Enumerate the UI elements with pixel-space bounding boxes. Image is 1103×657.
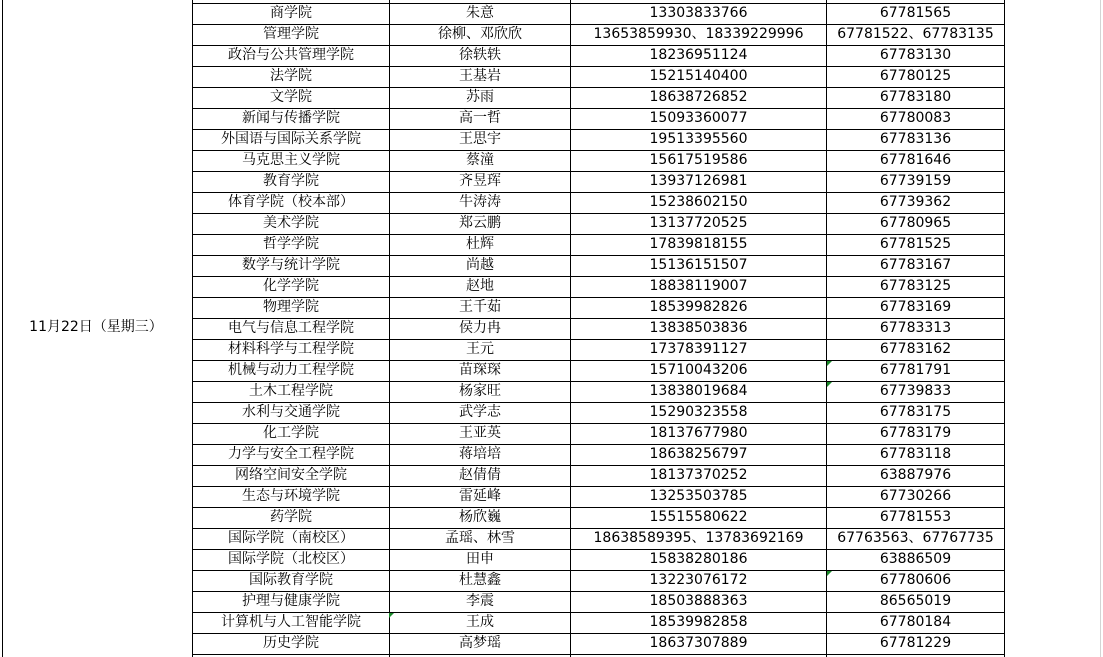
college-cell[interactable]: 外国语与国际关系学院 xyxy=(221,131,361,147)
contact-name-cell[interactable]: 杜辉 xyxy=(466,236,494,252)
mobile-phone-cell[interactable]: 15136151507 xyxy=(649,257,748,273)
mobile-phone-cell[interactable]: 15290323558 xyxy=(649,404,748,420)
table-row xyxy=(0,360,1103,381)
college-cell[interactable]: 电气与信息工程学院 xyxy=(228,320,354,336)
mobile-phone-cell[interactable]: 18638256797 xyxy=(649,446,748,462)
mobile-phone-cell[interactable]: 15238602150 xyxy=(649,194,748,210)
office-phone-cell[interactable]: 67783180 xyxy=(879,89,952,105)
college-cell[interactable]: 力学与安全工程学院 xyxy=(228,446,354,462)
contact-name-cell[interactable]: 王思宇 xyxy=(459,131,501,147)
mobile-phone-cell[interactable]: 15838280186 xyxy=(649,551,748,567)
table-row xyxy=(0,381,1103,402)
office-phone-cell[interactable]: 67783118 xyxy=(879,446,952,462)
contact-name-cell[interactable]: 蔡潼 xyxy=(466,152,494,168)
mobile-phone-cell[interactable]: 18638589395、13783692169 xyxy=(593,530,804,546)
mobile-phone-cell[interactable]: 17378391127 xyxy=(649,341,748,357)
office-phone-cell[interactable]: 67783175 xyxy=(879,404,952,420)
table-row xyxy=(0,549,1103,570)
table-row xyxy=(0,276,1103,297)
office-phone-cell[interactable]: 67780083 xyxy=(879,110,952,126)
office-phone-cell[interactable]: 67783130 xyxy=(879,47,952,63)
office-phone-cell[interactable]: 63886509 xyxy=(879,551,952,567)
contact-name-cell[interactable]: 牛涛涛 xyxy=(459,194,501,210)
college-cell[interactable]: 药学院 xyxy=(270,509,312,525)
mobile-phone-cell[interactable]: 18539982858 xyxy=(649,614,748,630)
contact-name-cell[interactable]: 高梦瑶 xyxy=(459,635,501,651)
table-row xyxy=(0,150,1103,171)
table-row xyxy=(0,591,1103,612)
contact-name-cell[interactable]: 王千茹 xyxy=(459,299,501,315)
table-row xyxy=(0,129,1103,150)
table-row xyxy=(0,444,1103,465)
office-phone-cell[interactable]: 67783125 xyxy=(879,278,952,294)
contact-name-cell[interactable]: 郑云鹏 xyxy=(459,215,501,231)
office-phone-cell[interactable]: 67781229 xyxy=(879,635,952,651)
table-row xyxy=(0,486,1103,507)
college-cell[interactable]: 体育学院（校本部） xyxy=(228,194,354,210)
mobile-phone-cell[interactable]: 18137370252 xyxy=(649,467,748,483)
table-row xyxy=(0,423,1103,444)
table-row xyxy=(0,87,1103,108)
contact-name-cell[interactable]: 尚越 xyxy=(466,257,494,273)
table-row xyxy=(0,612,1103,633)
contact-name-cell[interactable]: 蒋培培 xyxy=(459,446,501,462)
office-phone-cell[interactable]: 67783136 xyxy=(879,131,952,147)
college-cell[interactable]: 化学学院 xyxy=(263,278,319,294)
college-cell[interactable]: 文学院 xyxy=(270,89,312,105)
college-cell[interactable]: 国际学院（南校区） xyxy=(228,530,354,546)
contact-name-cell[interactable]: 徐柳、邓欣欣 xyxy=(438,26,522,42)
row-border xyxy=(192,654,1005,655)
contact-name-cell[interactable]: 高一哲 xyxy=(459,110,501,126)
table-row xyxy=(0,633,1103,654)
office-phone-cell[interactable]: 67780125 xyxy=(879,68,952,84)
mobile-phone-cell[interactable]: 18137677980 xyxy=(649,425,748,441)
college-cell[interactable]: 材料科学与工程学院 xyxy=(228,341,354,357)
contact-name-cell[interactable]: 杜慧鑫 xyxy=(459,572,501,588)
college-cell[interactable]: 计算机与人工智能学院 xyxy=(221,614,361,630)
college-cell[interactable]: 商学院 xyxy=(270,5,312,21)
office-phone-cell[interactable]: 67783179 xyxy=(879,425,952,441)
mobile-phone-cell[interactable]: 13137720525 xyxy=(649,215,748,231)
table-row xyxy=(0,465,1103,486)
college-cell[interactable]: 政治与公共管理学院 xyxy=(228,47,354,63)
mobile-phone-cell[interactable]: 15515580622 xyxy=(649,509,748,525)
college-cell[interactable]: 马克思主义学院 xyxy=(242,152,340,168)
table-row xyxy=(0,66,1103,87)
contact-name-cell[interactable]: 徐轶轶 xyxy=(459,47,501,63)
office-phone-cell[interactable]: 67739362 xyxy=(879,194,952,210)
contact-name-cell[interactable]: 王元 xyxy=(466,341,494,357)
office-phone-cell[interactable]: 67739833 xyxy=(879,383,952,399)
mobile-phone-cell[interactable]: 15093360077 xyxy=(649,110,748,126)
table-row xyxy=(0,3,1103,24)
contact-name-cell[interactable]: 杨欣巍 xyxy=(459,509,501,525)
table-row xyxy=(0,528,1103,549)
college-cell[interactable]: 网络空间安全学院 xyxy=(235,467,347,483)
mobile-phone-cell[interactable]: 13838019684 xyxy=(649,383,748,399)
table-row xyxy=(0,318,1103,339)
college-cell[interactable]: 数学与统计学院 xyxy=(242,257,340,273)
college-cell[interactable]: 水利与交通学院 xyxy=(242,404,340,420)
mobile-phone-cell[interactable]: 18637307889 xyxy=(649,635,748,651)
table-row xyxy=(0,507,1103,528)
table-row xyxy=(0,192,1103,213)
office-phone-cell[interactable]: 67783313 xyxy=(879,320,952,336)
contact-name-cell[interactable]: 李震 xyxy=(466,593,494,609)
office-phone-cell[interactable]: 67780606 xyxy=(879,572,952,588)
college-cell[interactable]: 生态与环境学院 xyxy=(242,488,340,504)
college-cell[interactable]: 土木工程学院 xyxy=(249,383,333,399)
office-phone-cell[interactable]: 67783169 xyxy=(879,299,952,315)
mobile-phone-cell[interactable]: 15710043206 xyxy=(649,362,748,378)
mobile-phone-cell[interactable]: 13223076172 xyxy=(649,572,748,588)
mobile-phone-cell[interactable]: 13838503836 xyxy=(649,320,748,336)
contact-name-cell[interactable]: 赵地 xyxy=(466,278,494,294)
office-phone-cell[interactable]: 67780184 xyxy=(879,614,952,630)
table-row xyxy=(0,171,1103,192)
college-cell[interactable]: 化工学院 xyxy=(263,425,319,441)
mobile-phone-cell[interactable]: 13937126981 xyxy=(649,173,748,189)
office-phone-cell[interactable]: 67781791 xyxy=(879,362,952,378)
college-cell[interactable]: 国际学院（北校区） xyxy=(228,551,354,567)
college-cell[interactable]: 哲学学院 xyxy=(263,236,319,252)
office-phone-cell[interactable]: 67783167 xyxy=(879,257,952,273)
contact-name-cell[interactable]: 武学志 xyxy=(459,404,501,420)
office-phone-cell[interactable]: 67739159 xyxy=(879,173,952,189)
office-phone-cell[interactable]: 86565019 xyxy=(879,593,952,609)
table-row xyxy=(0,234,1103,255)
office-phone-cell[interactable]: 67730266 xyxy=(879,488,952,504)
table-row xyxy=(0,108,1103,129)
office-phone-cell[interactable]: 67781522、67783135 xyxy=(837,26,994,42)
mobile-phone-cell[interactable]: 13653859930、18339229996 xyxy=(593,26,804,42)
office-phone-cell[interactable]: 67781646 xyxy=(879,152,952,168)
date-merged-cell[interactable]: 11月22日（星期三） xyxy=(29,319,163,335)
mobile-phone-cell[interactable]: 13253503785 xyxy=(649,488,748,504)
college-cell[interactable]: 新闻与传播学院 xyxy=(242,110,340,126)
table-row xyxy=(0,213,1103,234)
contact-name-cell[interactable]: 王成 xyxy=(466,614,494,630)
contact-name-cell[interactable]: 赵倩倩 xyxy=(459,467,501,483)
mobile-phone-cell[interactable]: 13303833766 xyxy=(649,5,748,21)
office-phone-cell[interactable]: 67780965 xyxy=(879,215,952,231)
table-row xyxy=(0,402,1103,423)
contact-name-cell[interactable]: 孟瑶、林雪 xyxy=(445,530,515,546)
mobile-phone-cell[interactable]: 19513395560 xyxy=(649,131,748,147)
table-row xyxy=(0,255,1103,276)
mobile-phone-cell[interactable]: 17839818155 xyxy=(649,236,748,252)
contact-name-cell[interactable]: 王基岩 xyxy=(459,68,501,84)
college-cell[interactable]: 机械与动力工程学院 xyxy=(228,362,354,378)
contact-name-cell[interactable]: 侯力冉 xyxy=(459,320,501,336)
mobile-phone-cell[interactable]: 18236951124 xyxy=(649,47,748,63)
contact-name-cell[interactable]: 苏雨 xyxy=(466,89,494,105)
table-row xyxy=(0,339,1103,360)
mobile-phone-cell[interactable]: 18838119007 xyxy=(649,278,748,294)
contact-name-cell[interactable]: 雷延峰 xyxy=(459,488,501,504)
office-phone-cell[interactable]: 67781553 xyxy=(879,509,952,525)
college-cell[interactable]: 物理学院 xyxy=(263,299,319,315)
college-cell[interactable]: 护理与健康学院 xyxy=(242,593,340,609)
mobile-phone-cell[interactable]: 15215140400 xyxy=(649,68,748,84)
office-phone-cell[interactable]: 67781525 xyxy=(879,236,952,252)
contact-name-cell[interactable]: 王亚英 xyxy=(459,425,501,441)
college-cell[interactable]: 历史学院 xyxy=(263,635,319,651)
contact-name-cell[interactable]: 田申 xyxy=(466,551,494,567)
office-phone-cell[interactable]: 67763563、67767735 xyxy=(837,530,994,546)
contact-name-cell[interactable]: 朱意 xyxy=(466,5,494,21)
college-cell[interactable]: 国际教育学院 xyxy=(249,572,333,588)
college-cell[interactable]: 教育学院 xyxy=(263,173,319,189)
office-phone-cell[interactable]: 67781565 xyxy=(879,5,952,21)
contact-name-cell[interactable]: 齐昱珲 xyxy=(459,173,501,189)
contact-name-cell[interactable]: 杨家旺 xyxy=(459,383,501,399)
table-row xyxy=(0,570,1103,591)
table-row xyxy=(0,45,1103,66)
mobile-phone-cell[interactable]: 15617519586 xyxy=(649,152,748,168)
college-cell[interactable]: 管理学院 xyxy=(263,26,319,42)
mobile-phone-cell[interactable]: 18539982826 xyxy=(649,299,748,315)
table-row xyxy=(0,24,1103,45)
college-cell[interactable]: 法学院 xyxy=(270,68,312,84)
mobile-phone-cell[interactable]: 18638726852 xyxy=(649,89,748,105)
table-row xyxy=(0,297,1103,318)
mobile-phone-cell[interactable]: 18503888363 xyxy=(649,593,748,609)
contact-name-cell[interactable]: 苗琛琛 xyxy=(459,362,501,378)
office-phone-cell[interactable]: 63887976 xyxy=(879,467,952,483)
college-cell[interactable]: 美术学院 xyxy=(263,215,319,231)
office-phone-cell[interactable]: 67783162 xyxy=(879,341,952,357)
